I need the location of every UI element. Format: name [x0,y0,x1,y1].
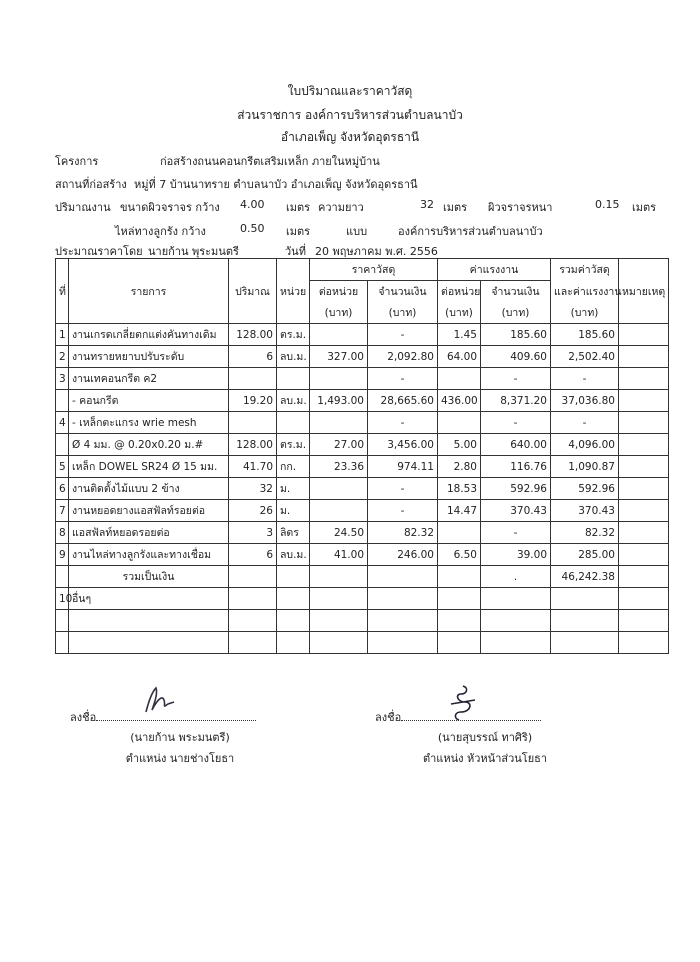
cell-unit: ลบ.ม. [277,390,310,412]
unit-m-3: เมตร [632,201,657,214]
empty-cell [229,588,277,610]
empty-cell [438,588,481,610]
header-material-amount: จำนวนเงิน [368,281,438,303]
empty-cell [619,610,669,632]
cell-mp [310,478,368,500]
cell-note [619,478,669,500]
cell-item: - เหล็กตะแกรง wrie mesh [69,412,229,434]
cell-lp: 1.45 [438,324,481,346]
cell-item: Ø 4 มม. @ 0.20x0.20 ม.# [69,434,229,456]
header-unit: หน่วย [277,259,310,324]
cell-qty: 26 [229,500,277,522]
header-baht: (บาท) [551,302,619,324]
cell-note [619,500,669,522]
cell-la: 8,371.20 [481,390,551,412]
cell-item: แอสฟัลท์หยอดรอยต่อ [69,522,229,544]
cell-tot: 2,502.40 [551,346,619,368]
cell-tot: 285.00 [551,544,619,566]
header-baht: (บาท) [438,302,481,324]
right-sign-label: ลงชื่อ [375,711,402,724]
cell-item: เหล็ก DOWEL SR24 Ø 15 มม. [69,456,229,478]
left-signature-scribble [140,684,180,718]
empty-cell [229,632,277,654]
cell-unit: ลบ.ม. [277,346,310,368]
cell-mp [310,368,368,390]
cell-la: 116.76 [481,456,551,478]
cell-mp: 327.00 [310,346,368,368]
date-label: วันที่ [285,245,306,258]
cell-lp: 64.00 [438,346,481,368]
right-signer-position: ตำแหน่ง หัวหน้าส่วนโยธา [422,752,548,765]
cell-unit: ตร.ม. [277,324,310,346]
empty-cell [368,610,438,632]
estimator-value: นายก้าน พุระมนตรี [148,245,239,258]
cell-note [619,456,669,478]
cell-ma: 246.00 [368,544,438,566]
type-label: แบบ [346,225,368,238]
cell-no: 6 [56,478,69,500]
header-qty: ปริมาณ [229,259,277,324]
cell-mp: 24.50 [310,522,368,544]
cell-no: 2 [56,346,69,368]
cell-item: - คอนกรีต [69,390,229,412]
empty-cell [229,610,277,632]
cell-note [619,434,669,456]
empty-cell [56,632,69,654]
table-row [56,412,669,434]
empty-cell [619,566,669,588]
empty-cell [481,610,551,632]
cell-unit: ลิตร [277,522,310,544]
cell-tot: - [551,368,619,390]
empty-cell [69,632,229,654]
thickness-value: 0.15 [595,198,620,211]
sum-mark: . [481,566,551,588]
cell-ma: - [368,324,438,346]
cell-qty: 3 [229,522,277,544]
document-title: ใบปริมาณและราคาวัสดุ [287,84,413,98]
cell-tot: 592.96 [551,478,619,500]
cell-item: งานติดตั้งไม้แบบ 2 ข้าง [69,478,229,500]
right-signer-name: (นายสุบรรณ์ ทาศิริ) [437,731,533,744]
table-row [56,390,669,412]
cell-ma: - [368,412,438,434]
cell-lp: 5.00 [438,434,481,456]
other-label: อื่นๆ [69,588,229,610]
empty-cell [56,610,69,632]
cell-unit: ลบ.ม. [277,544,310,566]
empty-cell [69,610,229,632]
date-value: 20 พฤษภาคม พ.ศ. 2556 [315,245,438,258]
cell-no: 7 [56,500,69,522]
cell-item: งานทรายหยาบปรับระดับ [69,346,229,368]
left-sign-label: ลงชื่อ [70,711,97,724]
cell-ma: 82.32 [368,522,438,544]
cell-lp: 18.53 [438,478,481,500]
cell-lp [438,368,481,390]
cell-note [619,522,669,544]
cell-la: 39.00 [481,544,551,566]
cell-qty: 128.00 [229,434,277,456]
surface-width-value: 4.00 [240,198,265,211]
length-value: 32 [420,198,434,211]
cell-lp [438,412,481,434]
cell-no: 1 [56,324,69,346]
cell-note [619,390,669,412]
empty-cell [368,632,438,654]
unit-m-1: เมตร [286,201,311,214]
cell-note [619,412,669,434]
bill-table [55,258,669,654]
cell-mp: 1,493.00 [310,390,368,412]
project-label: โครงการ [55,155,99,168]
cell-note [619,368,669,390]
surface-width-label: ขนาดผิวจราจร กว้าง [120,201,220,214]
cell-note [619,324,669,346]
empty-cell [481,588,551,610]
header-item: รายการ [69,259,229,324]
cell-mp: 27.00 [310,434,368,456]
header-no: ที่ [56,259,69,324]
cell-tot: 370.43 [551,500,619,522]
cell-tot: 37,036.80 [551,390,619,412]
empty-cell [277,610,310,632]
header-baht: (บาท) [481,302,551,324]
cell-unit: ม. [277,500,310,522]
cell-unit: ม. [277,478,310,500]
other-no: 10 [56,588,69,610]
cell-tot: 185.60 [551,324,619,346]
unit-m-2: เมตร [443,201,468,214]
header-material: ราคาวัสดุ [310,259,438,281]
cell-lp [438,522,481,544]
estimator-label: ประมาณราคาโดย [55,245,143,258]
cell-mp [310,500,368,522]
cell-unit: ตร.ม. [277,434,310,456]
cell-lp: 436.00 [438,390,481,412]
cell-mp: 23.36 [310,456,368,478]
cell-tot: 82.32 [551,522,619,544]
cell-ma: - [368,368,438,390]
cell-no: 9 [56,544,69,566]
header-labor: ค่าแรงงาน [438,259,551,281]
agency-line: ส่วนราชการ องค์การบริหารส่วนตำบลนาบัว [237,108,463,122]
cell-la: 592.96 [481,478,551,500]
cell-tot: 4,096.00 [551,434,619,456]
cell-mp [310,324,368,346]
cell-qty: 19.20 [229,390,277,412]
cell-qty: 128.00 [229,324,277,346]
district-line: อำเภอเพ็ญ จังหวัดอุดรธานี [280,130,420,144]
thickness-label: ผิวจราจรหนา [488,201,553,214]
cell-qty [229,412,277,434]
sum-label: รวมเป็นเงิน [69,566,229,588]
empty-cell [368,566,438,588]
cell-lp: 2.80 [438,456,481,478]
empty-cell [619,588,669,610]
cell-qty: 32 [229,478,277,500]
cell-la: - [481,368,551,390]
empty-cell [551,610,619,632]
shoulder-label: ไหล่ทางลูกรัง กว้าง [115,225,206,238]
cell-lp: 14.47 [438,500,481,522]
table-row [56,500,669,522]
empty-cell [310,566,368,588]
empty-cell [310,610,368,632]
empty-cell [277,632,310,654]
header-note: หมายเหตุ [619,259,669,324]
location-label: สถานที่ก่อสร้าง [55,178,127,191]
cell-la: 409.60 [481,346,551,368]
type-value: องค์การบริหารส่วนตำบลนาบัว [398,225,543,238]
cell-la: 370.43 [481,500,551,522]
cell-tot: - [551,412,619,434]
empty-cell [229,566,277,588]
shoulder-value: 0.50 [240,222,265,235]
table-row [56,346,669,368]
cell-mp [310,412,368,434]
empty-cell [619,632,669,654]
cell-unit: กก. [277,456,310,478]
header-labor-per-unit: ต่อหน่วย [438,281,481,303]
cell-no: 4 [56,412,69,434]
empty-cell [310,588,368,610]
header-total-2: และค่าแรงงาน [551,281,619,303]
table-row [56,544,669,566]
cell-item: งานเกรดเกลี่ยตกแต่งคันทางเดิม [69,324,229,346]
table-row [56,434,669,456]
cell-no: 8 [56,522,69,544]
table-row [56,456,669,478]
table-row [56,368,669,390]
sum-no-cell [56,566,69,588]
header-baht: (บาท) [310,302,368,324]
cell-qty: 41.70 [229,456,277,478]
length-label: ความยาว [318,201,364,214]
cell-qty [229,368,277,390]
cell-mp: 41.00 [310,544,368,566]
cell-item: งานหยอดยางแอสฟัลท์รอยต่อ [69,500,229,522]
cell-ma: - [368,478,438,500]
cell-item: งานเทคอนกรีต ค2 [69,368,229,390]
cell-la: - [481,522,551,544]
cell-ma: 2,092.80 [368,346,438,368]
qty-label: ปริมาณงาน [55,201,111,214]
cell-qty: 6 [229,346,277,368]
empty-cell [551,588,619,610]
unit-m-4: เมตร [286,225,311,238]
empty-cell [438,566,481,588]
empty-cell [438,632,481,654]
header-baht: (บาท) [368,302,438,324]
sum-total: 46,242.38 [551,566,619,588]
right-signature-scribble [445,682,481,722]
cell-note [619,346,669,368]
cell-la: 640.00 [481,434,551,456]
cell-note [619,544,669,566]
cell-la: 185.60 [481,324,551,346]
cell-no [56,390,69,412]
table-row [56,478,669,500]
empty-cell [438,610,481,632]
cell-no [56,434,69,456]
cell-qty: 6 [229,544,277,566]
table-row [56,522,669,544]
cell-ma: 3,456.00 [368,434,438,456]
cell-la: - [481,412,551,434]
cell-unit [277,368,310,390]
empty-cell [481,632,551,654]
header-total: รวมค่าวัสดุ [551,259,619,281]
empty-cell [310,632,368,654]
empty-cell [277,566,310,588]
empty-cell [551,632,619,654]
table-row [56,324,669,346]
empty-cell [277,588,310,610]
cell-no: 3 [56,368,69,390]
project-value: ก่อสร้างถนนคอนกรีตเสริมเหล็ก ภายในหมู่บ้าน [160,155,380,168]
cell-ma: 974.11 [368,456,438,478]
location-value: หมู่ที่ 7 บ้านนาทราย ตำบลนาบัว อำเภอเพ็ญ จังหวัดอุดรธานี [134,178,418,191]
cell-item: งานไหล่ทางลูกรังและทางเชื่อม [69,544,229,566]
cell-unit [277,412,310,434]
empty-cell [368,588,438,610]
left-signer-position: ตำแหน่ง นายช่างโยธา [125,752,235,765]
cell-ma: - [368,500,438,522]
header-labor-amount: จำนวนเงิน [481,281,551,303]
cell-ma: 28,665.60 [368,390,438,412]
left-signer-name: (นายก้าน พระมนตรี) [130,731,230,744]
cell-tot: 1,090.87 [551,456,619,478]
cell-no: 5 [56,456,69,478]
header-material-per-unit: ต่อหน่วย [310,281,368,303]
cell-lp: 6.50 [438,544,481,566]
